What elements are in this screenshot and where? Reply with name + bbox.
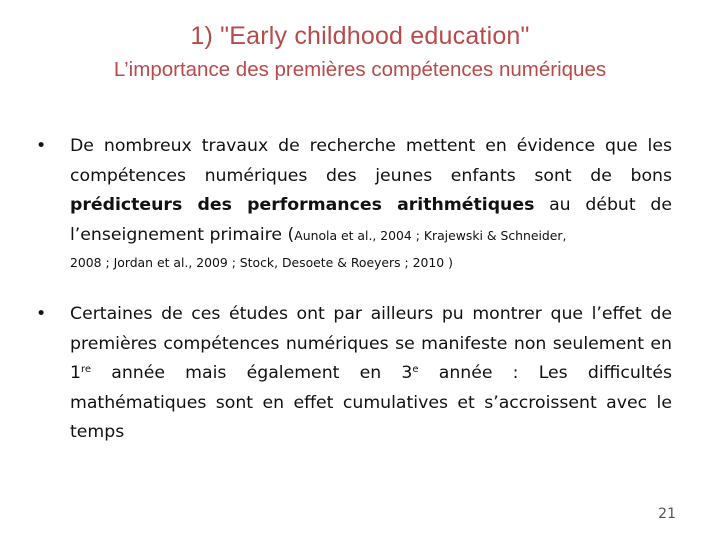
slide-subtitle: L’importance des premières compétences numériques bbox=[113, 58, 607, 81]
citation-part-2: 2008 ; Jordan et al., 2009 ; Stock, Desoete & Roeyers ; 2010 ) bbox=[70, 255, 453, 270]
bullet-marker: • bbox=[36, 304, 47, 324]
bullet-marker: • bbox=[36, 136, 47, 156]
bullet-text bbox=[70, 132, 672, 272]
bullet-text bbox=[70, 300, 672, 448]
slide-title: 1) "Early childhood education" bbox=[190, 22, 530, 50]
bullet-item-studies bbox=[36, 300, 672, 448]
bullet-item-research bbox=[36, 132, 672, 272]
bullet-emphasis: prédicteurs des performances arithmétiques bbox=[70, 195, 535, 215]
bullet-text-end: au début de l’enseignement primaire ( bbox=[70, 195, 672, 245]
ordinal-superscript-first: re bbox=[81, 364, 92, 375]
bullet-text-middle: année mais également en 3 bbox=[91, 363, 413, 383]
ordinal-superscript-third: e bbox=[412, 364, 419, 375]
bullet-text-start: De nombreux travaux de recherche mettent en évidence que les compétences numériques des jeunes enfants sont de bons bbox=[70, 136, 672, 186]
bullet-text-start: Certaines de ces études ont par ailleurs pu montrer que l’effet de premières compétences numériques se manifeste non seulement en 1 bbox=[70, 304, 672, 383]
citation-part-1: Aunola et al., 2004 ; Krajewski & Schneider, bbox=[294, 227, 567, 243]
bullet-text-end: année : Les difficultés mathématiques sont en effet cumulatives et s’accroissent avec le temps bbox=[70, 363, 672, 442]
page-number: 21 bbox=[658, 506, 676, 522]
